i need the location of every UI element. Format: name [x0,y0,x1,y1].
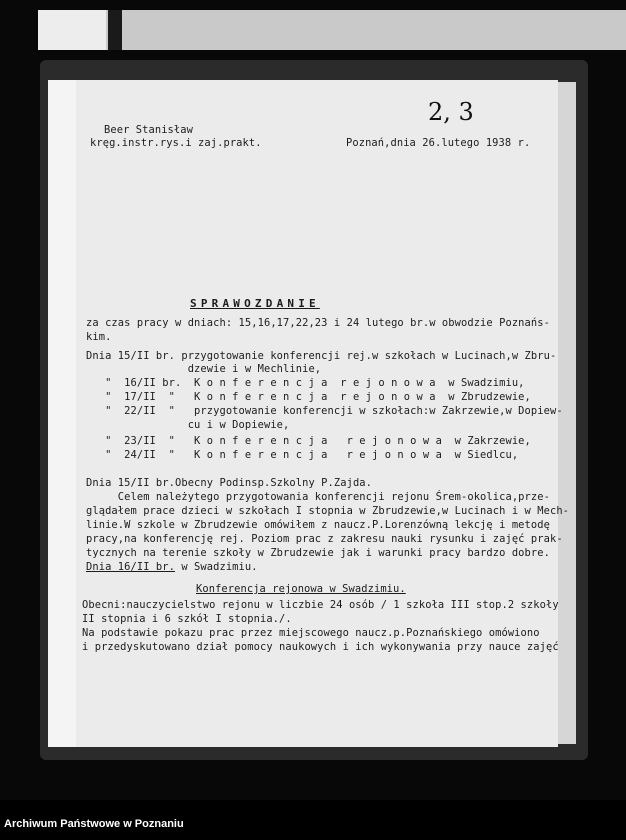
place-date: Poznań,dnia 26.lutego 1938 r. [346,137,531,149]
section-line: Na podstawie pokazu prac przez miejscowego naucz.p.Poznańskiego omówiono [82,627,540,639]
schedule-line: cu i w Dopiewie, [86,419,290,431]
schedule-line: " 24/II " K o n f e r e n c j a r e j o n o w a w Siedlcu, [86,449,519,461]
section-line: Obecni:nauczycielstwo rejonu w liczbie 24 osób / 1 szkoła III stop.2 szkoły [82,599,559,611]
page-left-margin [48,80,76,747]
author-role: kręg.instr.rys.i zaj.prakt. [90,137,262,149]
paragraph-line: glądałem prace dzieci w szkołach I stopnia w Zbrudzewie,w Lucinach i w Mech- [86,505,570,517]
archive-credit: Archiwum Państwowe w Poznaniu [4,818,184,830]
paragraph-line: pracy,na konferencję rej. Poziom prac z zakresu nauki rysunku i zajęć prak- [86,533,563,545]
paragraph-line: linie.W szkole w Zbrudzewie omówiłem z naucz.P.Lorenzówną lekcję i metodę [86,519,550,531]
section-date-rest: w Swadzimiu. [174,561,258,573]
handwritten-page-number: 2, 3 [428,98,474,126]
strip-dark-band [108,10,122,50]
paragraph-line: tycznych na terenie szkoły w Zbrudzewie jak i warunki pracy bardzo dobre. [86,547,550,559]
section-heading: Konferencja rejonowa w Swadzimiu. [196,583,406,595]
schedule-line: " 22/II " przygotowanie konferencji w szkołach:w Zakrzewie,w Dopiew- [86,405,563,417]
intro-line-2: kim. [86,331,112,343]
schedule-line: Dnia 15/II br. przygotowanie konferencji rej.w szkołach w Lucinach,w Zbru- [86,350,557,362]
schedule-line: " 16/II br. K o n f e r e n c j a r e j o n o w a w Swadzimiu, [86,377,525,389]
section-date-line [86,561,258,573]
schedule-line: " 17/II " K o n f e r e n c j a r e j o n o w a w Zbrudzewie, [86,391,531,403]
section-date: Dnia 16/II br. [86,561,175,573]
paragraph-line: Dnia 15/II br.Obecny Podinsp.Szkolny P.Zajda. [86,477,373,489]
strip-light-area [38,10,106,50]
author-name: Beer Stanisław [104,124,193,136]
section-line: II stopnia i 6 szkół I stopnia./. [82,613,292,625]
paragraph-line: Celem należytego przygotowania konferencji rejonu Śrem-okolica,prze- [86,491,550,503]
schedule-line: dzewie i w Mechlinie, [86,363,322,375]
document-title: SPRAWOZDANIE [190,297,320,310]
schedule-line: " 23/II " K o n f e r e n c j a r e j o n o w a w Zakrzewie, [86,435,531,447]
intro-line-1: za czas pracy w dniach: 15,16,17,22,23 i 24 lutego br.w obwodzie Poznańs- [86,317,550,329]
previous-page-strip [38,10,626,50]
section-line: i przedyskutowano dział pomocy naukowych i ich wykonywania przy nauce zajęć [82,641,559,653]
